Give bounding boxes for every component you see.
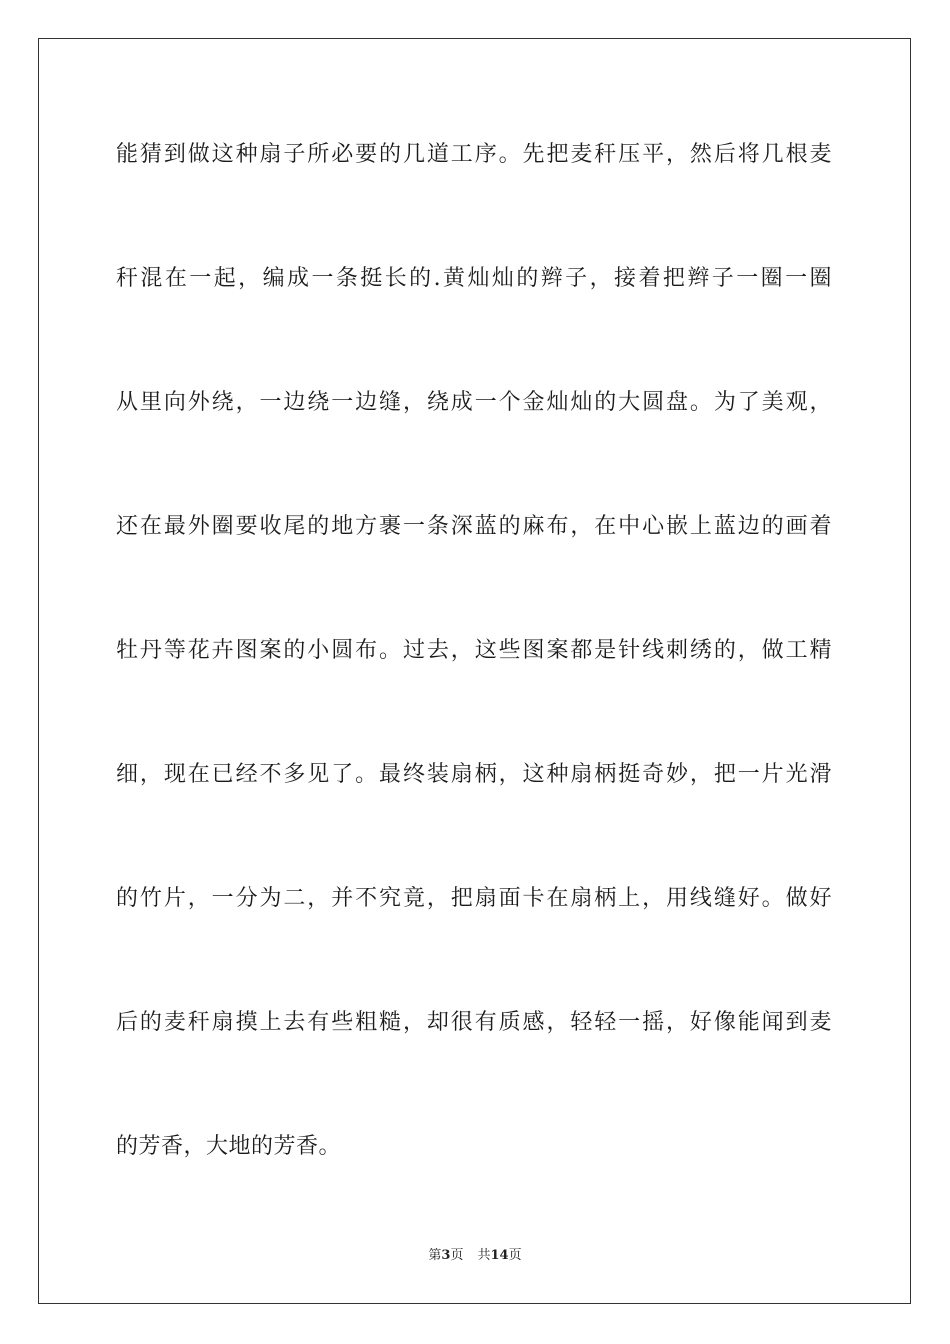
paragraph-line-5: 牡丹等花卉图案的小圆布。过去，这些图案都是针线刺绣的，做工精 xyxy=(116,638,832,663)
paragraph-line-1: 能猜到做这种扇子所必要的几道工序。先把麦秆压平，然后将几根麦 xyxy=(116,142,832,167)
total-pages-number: 14 xyxy=(490,1248,509,1263)
paragraph-line-8: 后的麦秆扇摸上去有些粗糙，却很有质感，轻轻一摇，好像能闻到麦 xyxy=(116,1010,832,1035)
total-label-suffix: 页 xyxy=(508,1248,522,1263)
paragraph-line-3: 从里向外绕，一边绕一边缝，绕成一个金灿灿的大圆盘。为了美观， xyxy=(116,390,832,415)
paragraph-line-7: 的竹片，一分为二，并不究竟，把扇面卡在扇柄上，用线缝好。做好 xyxy=(116,886,832,911)
paragraph-line-6: 细，现在已经不多见了。最终装扇柄，这种扇柄挺奇妙，把一片光滑 xyxy=(116,762,832,787)
paragraph-line-9: 的芳香，大地的芳香。 xyxy=(116,1134,342,1159)
total-label-prefix: 共 xyxy=(477,1248,491,1263)
paragraph-line-2: 秆混在一起，编成一条挺长的.黄灿灿的辫子，接着把辫子一圈一圈 xyxy=(116,266,832,291)
paragraph-line-4: 还在最外圈要收尾的地方裹一条深蓝的麻布，在中心嵌上蓝边的画着 xyxy=(116,514,832,539)
current-page-number: 3 xyxy=(441,1248,451,1263)
page-border xyxy=(38,38,911,1304)
page-footer xyxy=(0,1247,950,1265)
page-label-suffix: 页 xyxy=(450,1248,464,1263)
page-label-prefix: 第 xyxy=(428,1248,442,1263)
